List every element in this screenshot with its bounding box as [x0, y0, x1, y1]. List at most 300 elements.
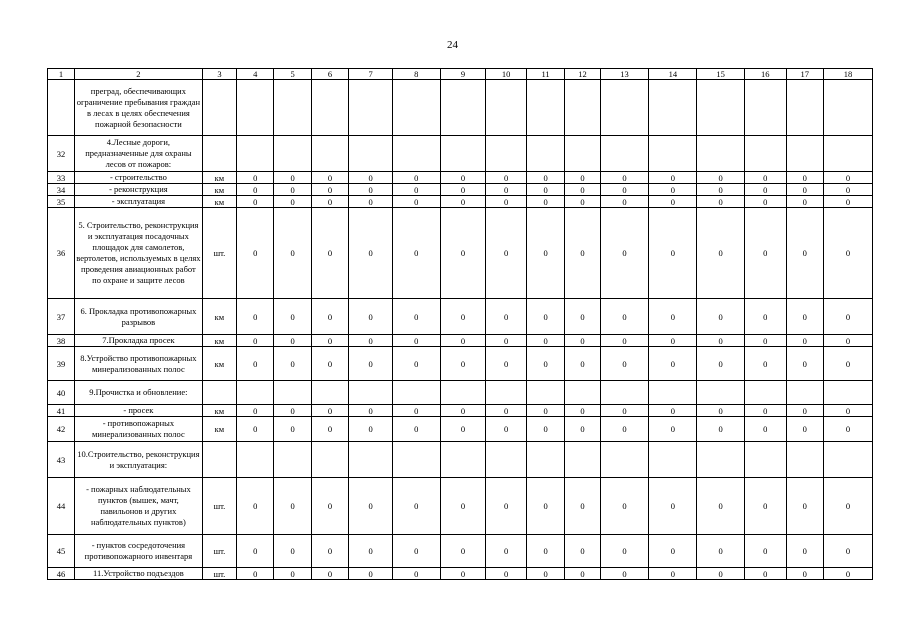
row-description-cell: - просек	[75, 405, 203, 417]
value-cell: 0	[786, 347, 823, 381]
value-cell: 0	[565, 405, 600, 417]
value-cell: 0	[274, 172, 311, 184]
value-cell: 0	[237, 184, 274, 196]
column-number-cell: 11	[526, 69, 564, 80]
value-cell: 0	[600, 535, 649, 568]
column-number-cell: 1	[48, 69, 75, 80]
value-cell: 0	[823, 335, 872, 347]
value-cell: 0	[486, 196, 527, 208]
value-cell	[565, 80, 600, 136]
value-cell	[349, 80, 393, 136]
table-row	[48, 299, 873, 335]
value-cell	[274, 136, 311, 172]
value-cell: 0	[697, 196, 745, 208]
value-cell: 0	[697, 335, 745, 347]
value-cell: 0	[486, 184, 527, 196]
row-number-cell: 39	[48, 347, 75, 381]
value-cell	[649, 381, 697, 405]
row-description-cell: 10.Строительство, реконструкция и эксплуатация:	[75, 442, 203, 478]
value-cell	[311, 442, 348, 478]
value-cell: 0	[600, 172, 649, 184]
column-number-cell: 12	[565, 69, 600, 80]
value-cell: 0	[745, 172, 787, 184]
value-cell: 0	[786, 335, 823, 347]
value-cell: 0	[565, 347, 600, 381]
value-cell	[697, 442, 745, 478]
row-description-cell: 5. Строительство, реконструкция и эксплуатация посадочных площадок для самолетов, вертолетов, используемых в целях проведения авиационных работ по охране и защите лесов	[75, 208, 203, 299]
row-number-cell: 36	[48, 208, 75, 299]
value-cell: 0	[311, 347, 348, 381]
value-cell	[786, 80, 823, 136]
value-cell: 0	[600, 208, 649, 299]
value-cell: 0	[349, 184, 393, 196]
value-cell	[649, 136, 697, 172]
unit-cell	[202, 442, 236, 478]
value-cell: 0	[565, 335, 600, 347]
value-cell: 0	[349, 405, 393, 417]
table-row	[48, 184, 873, 196]
value-cell	[745, 381, 787, 405]
value-cell	[311, 136, 348, 172]
value-cell: 0	[649, 208, 697, 299]
value-cell	[565, 136, 600, 172]
value-cell: 0	[649, 535, 697, 568]
unit-cell: км	[202, 196, 236, 208]
value-cell: 0	[274, 347, 311, 381]
row-description-cell: 7.Прокладка просек	[75, 335, 203, 347]
value-cell: 0	[526, 196, 564, 208]
table-row	[48, 80, 873, 136]
row-description-cell: 11.Устройство подъездов	[75, 568, 203, 580]
value-cell: 0	[823, 347, 872, 381]
unit-cell: шт.	[202, 535, 236, 568]
value-cell: 0	[649, 568, 697, 580]
column-number-cell: 2	[75, 69, 203, 80]
value-cell	[349, 442, 393, 478]
value-cell: 0	[565, 417, 600, 442]
column-number-cell: 14	[649, 69, 697, 80]
row-description-cell: - пунктов сосредоточения противопожарного инвентаря	[75, 535, 203, 568]
column-number-cell: 9	[440, 69, 486, 80]
value-cell	[237, 442, 274, 478]
value-cell: 0	[311, 568, 348, 580]
value-cell: 0	[823, 184, 872, 196]
value-cell: 0	[697, 568, 745, 580]
unit-cell: км	[202, 184, 236, 196]
value-cell: 0	[600, 478, 649, 535]
row-description-cell: 4.Лесные дороги, предназначенные для охраны лесов от пожаров:	[75, 136, 203, 172]
value-cell: 0	[237, 172, 274, 184]
column-number-cell: 3	[202, 69, 236, 80]
unit-cell	[202, 80, 236, 136]
value-cell: 0	[274, 478, 311, 535]
value-cell	[565, 442, 600, 478]
table-row	[48, 478, 873, 535]
value-cell	[486, 442, 527, 478]
value-cell: 0	[823, 568, 872, 580]
value-cell: 0	[823, 196, 872, 208]
table-row	[48, 568, 873, 580]
value-cell: 0	[349, 417, 393, 442]
row-number-cell: 43	[48, 442, 75, 478]
value-cell: 0	[392, 184, 440, 196]
value-cell: 0	[600, 347, 649, 381]
table-row	[48, 208, 873, 299]
value-cell: 0	[349, 299, 393, 335]
value-cell	[440, 80, 486, 136]
value-cell: 0	[311, 478, 348, 535]
value-cell: 0	[311, 172, 348, 184]
value-cell: 0	[600, 417, 649, 442]
value-cell: 0	[486, 208, 527, 299]
value-cell: 0	[600, 568, 649, 580]
value-cell: 0	[745, 535, 787, 568]
value-cell: 0	[565, 196, 600, 208]
value-cell: 0	[237, 208, 274, 299]
value-cell: 0	[649, 405, 697, 417]
value-cell: 0	[237, 568, 274, 580]
row-description-cell: 6. Прокладка противопожарных разрывов	[75, 299, 203, 335]
value-cell: 0	[697, 184, 745, 196]
value-cell: 0	[649, 172, 697, 184]
value-cell: 0	[526, 417, 564, 442]
value-cell: 0	[440, 417, 486, 442]
value-cell: 0	[786, 535, 823, 568]
unit-cell: км	[202, 299, 236, 335]
value-cell: 0	[311, 299, 348, 335]
value-cell: 0	[649, 478, 697, 535]
value-cell: 0	[311, 208, 348, 299]
value-cell: 0	[440, 335, 486, 347]
value-cell: 0	[649, 347, 697, 381]
value-cell: 0	[486, 405, 527, 417]
value-cell: 0	[823, 208, 872, 299]
value-cell: 0	[392, 417, 440, 442]
unit-cell: км	[202, 405, 236, 417]
value-cell: 0	[392, 196, 440, 208]
value-cell: 0	[237, 478, 274, 535]
value-cell: 0	[745, 405, 787, 417]
value-cell: 0	[526, 478, 564, 535]
value-cell: 0	[311, 405, 348, 417]
value-cell: 0	[786, 417, 823, 442]
value-cell: 0	[440, 405, 486, 417]
value-cell: 0	[486, 535, 527, 568]
value-cell: 0	[526, 299, 564, 335]
value-cell: 0	[786, 172, 823, 184]
value-cell: 0	[349, 208, 393, 299]
column-number-cell: 8	[392, 69, 440, 80]
value-cell: 0	[823, 535, 872, 568]
table-row	[48, 535, 873, 568]
value-cell: 0	[697, 405, 745, 417]
row-number-cell: 34	[48, 184, 75, 196]
value-cell: 0	[600, 405, 649, 417]
column-number-cell: 5	[274, 69, 311, 80]
value-cell: 0	[392, 208, 440, 299]
value-cell	[565, 381, 600, 405]
value-cell: 0	[440, 347, 486, 381]
value-cell	[237, 136, 274, 172]
value-cell: 0	[392, 172, 440, 184]
value-cell: 0	[745, 478, 787, 535]
value-cell: 0	[786, 478, 823, 535]
value-cell: 0	[392, 335, 440, 347]
value-cell: 0	[745, 335, 787, 347]
value-cell: 0	[237, 335, 274, 347]
value-cell: 0	[440, 172, 486, 184]
value-cell: 0	[237, 535, 274, 568]
value-cell	[392, 80, 440, 136]
value-cell: 0	[349, 535, 393, 568]
value-cell: 0	[565, 568, 600, 580]
row-description-cell: - эксплуатация	[75, 196, 203, 208]
value-cell	[392, 136, 440, 172]
value-cell: 0	[745, 196, 787, 208]
value-cell: 0	[486, 172, 527, 184]
value-cell: 0	[274, 184, 311, 196]
value-cell: 0	[697, 172, 745, 184]
value-cell: 0	[349, 335, 393, 347]
value-cell: 0	[823, 417, 872, 442]
table-row	[48, 442, 873, 478]
value-cell	[745, 136, 787, 172]
unit-cell: км	[202, 417, 236, 442]
table-row	[48, 136, 873, 172]
value-cell: 0	[440, 535, 486, 568]
value-cell	[274, 381, 311, 405]
value-cell: 0	[440, 478, 486, 535]
value-cell	[274, 80, 311, 136]
header-row	[48, 69, 873, 80]
value-cell	[311, 80, 348, 136]
value-cell	[745, 442, 787, 478]
value-cell	[311, 381, 348, 405]
value-cell: 0	[440, 208, 486, 299]
table-row	[48, 172, 873, 184]
value-cell: 0	[526, 535, 564, 568]
value-cell	[392, 442, 440, 478]
row-number-cell: 46	[48, 568, 75, 580]
value-cell: 0	[311, 196, 348, 208]
value-cell: 0	[823, 405, 872, 417]
value-cell: 0	[600, 335, 649, 347]
value-cell: 0	[526, 347, 564, 381]
value-cell: 0	[392, 299, 440, 335]
value-cell	[823, 381, 872, 405]
row-description-cell: - строительство	[75, 172, 203, 184]
value-cell	[600, 80, 649, 136]
data-table	[47, 68, 873, 580]
unit-cell: шт.	[202, 478, 236, 535]
unit-cell: км	[202, 347, 236, 381]
value-cell: 0	[745, 568, 787, 580]
table-row	[48, 196, 873, 208]
value-cell: 0	[392, 478, 440, 535]
unit-cell: шт.	[202, 568, 236, 580]
value-cell: 0	[311, 535, 348, 568]
row-number-cell: 44	[48, 478, 75, 535]
row-number-cell: 35	[48, 196, 75, 208]
value-cell	[440, 442, 486, 478]
value-cell: 0	[486, 335, 527, 347]
value-cell: 0	[311, 335, 348, 347]
value-cell: 0	[274, 196, 311, 208]
value-cell: 0	[274, 299, 311, 335]
value-cell	[697, 136, 745, 172]
value-cell: 0	[649, 184, 697, 196]
value-cell	[349, 136, 393, 172]
value-cell: 0	[649, 417, 697, 442]
value-cell: 0	[237, 196, 274, 208]
value-cell: 0	[526, 208, 564, 299]
value-cell: 0	[600, 299, 649, 335]
value-cell: 0	[745, 417, 787, 442]
value-cell: 0	[349, 196, 393, 208]
value-cell: 0	[697, 417, 745, 442]
value-cell: 0	[274, 568, 311, 580]
value-cell: 0	[786, 184, 823, 196]
unit-cell	[202, 136, 236, 172]
value-cell: 0	[786, 208, 823, 299]
value-cell: 0	[565, 208, 600, 299]
value-cell: 0	[237, 299, 274, 335]
value-cell: 0	[526, 184, 564, 196]
value-cell	[237, 80, 274, 136]
value-cell	[786, 136, 823, 172]
row-description-cell: - пожарных наблюдательных пунктов (вышек, мачт, павильонов и других наблюдательных пунктов)	[75, 478, 203, 535]
value-cell	[486, 136, 527, 172]
value-cell	[786, 381, 823, 405]
table-row	[48, 381, 873, 405]
value-cell: 0	[697, 478, 745, 535]
row-description-cell: 9.Прочистка и обновление:	[75, 381, 203, 405]
value-cell	[600, 442, 649, 478]
row-number-cell: 33	[48, 172, 75, 184]
value-cell: 0	[440, 299, 486, 335]
value-cell: 0	[649, 335, 697, 347]
value-cell: 0	[392, 405, 440, 417]
value-cell	[745, 80, 787, 136]
value-cell: 0	[486, 478, 527, 535]
value-cell: 0	[697, 208, 745, 299]
value-cell	[823, 442, 872, 478]
value-cell	[349, 381, 393, 405]
unit-cell	[202, 381, 236, 405]
row-number-cell: 41	[48, 405, 75, 417]
value-cell: 0	[392, 568, 440, 580]
value-cell	[600, 381, 649, 405]
value-cell: 0	[274, 335, 311, 347]
value-cell	[392, 381, 440, 405]
value-cell	[600, 136, 649, 172]
value-cell: 0	[526, 335, 564, 347]
value-cell: 0	[237, 347, 274, 381]
unit-cell: шт.	[202, 208, 236, 299]
value-cell: 0	[311, 184, 348, 196]
column-number-cell: 13	[600, 69, 649, 80]
page-number: 24	[447, 39, 458, 51]
value-cell	[526, 136, 564, 172]
row-number-cell: 38	[48, 335, 75, 347]
column-number-cell: 10	[486, 69, 527, 80]
row-number-cell: 40	[48, 381, 75, 405]
value-cell	[486, 381, 527, 405]
value-cell	[786, 442, 823, 478]
value-cell: 0	[274, 417, 311, 442]
value-cell: 0	[745, 347, 787, 381]
value-cell	[440, 136, 486, 172]
value-cell: 0	[486, 299, 527, 335]
row-description-cell: - реконструкция	[75, 184, 203, 196]
value-cell	[440, 381, 486, 405]
value-cell	[823, 136, 872, 172]
value-cell: 0	[565, 478, 600, 535]
value-cell: 0	[486, 568, 527, 580]
column-number-cell: 7	[349, 69, 393, 80]
unit-cell: км	[202, 335, 236, 347]
value-cell: 0	[526, 568, 564, 580]
value-cell: 0	[349, 478, 393, 535]
value-cell: 0	[786, 299, 823, 335]
value-cell: 0	[697, 299, 745, 335]
value-cell	[237, 381, 274, 405]
row-number-cell	[48, 80, 75, 136]
row-number-cell: 45	[48, 535, 75, 568]
value-cell	[697, 80, 745, 136]
value-cell: 0	[392, 347, 440, 381]
value-cell: 0	[649, 299, 697, 335]
value-cell	[823, 80, 872, 136]
column-number-cell: 15	[697, 69, 745, 80]
value-cell: 0	[823, 478, 872, 535]
value-cell: 0	[311, 417, 348, 442]
value-cell: 0	[823, 299, 872, 335]
table-row	[48, 405, 873, 417]
value-cell	[274, 442, 311, 478]
row-description-cell: 8.Устройство противопожарных минерализованных полос	[75, 347, 203, 381]
value-cell: 0	[565, 535, 600, 568]
value-cell: 0	[745, 184, 787, 196]
value-cell: 0	[440, 568, 486, 580]
value-cell: 0	[237, 405, 274, 417]
value-cell: 0	[274, 405, 311, 417]
value-cell	[649, 442, 697, 478]
value-cell: 0	[486, 417, 527, 442]
row-description-cell: - противопожарных минерализованных полос	[75, 417, 203, 442]
value-cell: 0	[440, 184, 486, 196]
value-cell: 0	[786, 405, 823, 417]
value-cell	[526, 381, 564, 405]
column-number-cell: 4	[237, 69, 274, 80]
table-row	[48, 417, 873, 442]
value-cell: 0	[274, 208, 311, 299]
value-cell: 0	[745, 208, 787, 299]
unit-cell: км	[202, 172, 236, 184]
value-cell: 0	[237, 417, 274, 442]
value-cell: 0	[526, 405, 564, 417]
value-cell: 0	[697, 535, 745, 568]
value-cell: 0	[349, 347, 393, 381]
value-cell: 0	[565, 172, 600, 184]
value-cell: 0	[697, 347, 745, 381]
value-cell: 0	[565, 299, 600, 335]
row-number-cell: 42	[48, 417, 75, 442]
value-cell: 0	[440, 196, 486, 208]
value-cell: 0	[349, 172, 393, 184]
value-cell	[486, 80, 527, 136]
value-cell: 0	[649, 196, 697, 208]
